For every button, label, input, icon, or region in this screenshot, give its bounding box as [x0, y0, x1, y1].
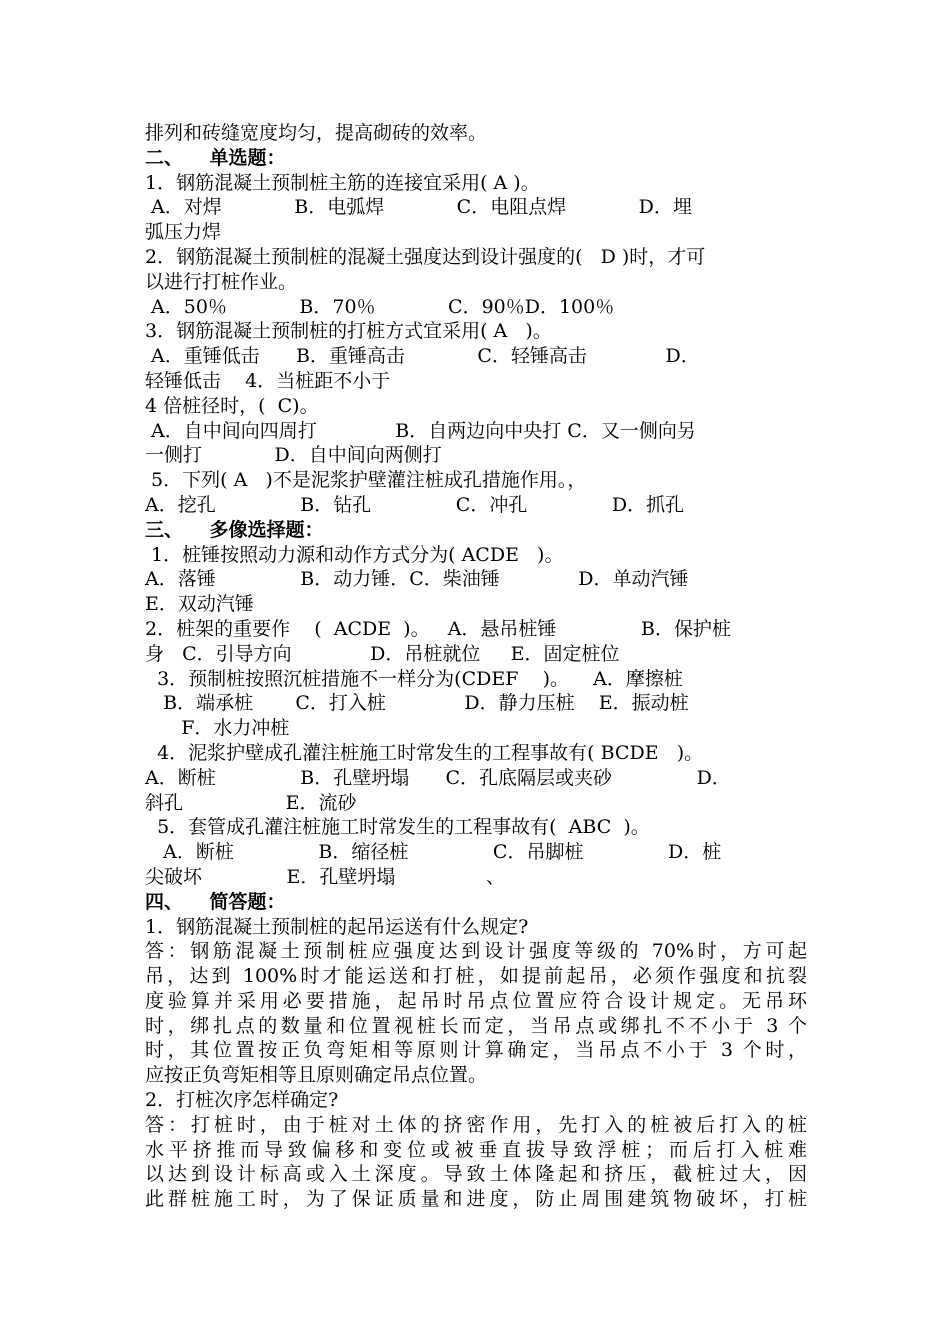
section-heading-multiple-choice: 三、 多像选择题： — [145, 518, 324, 541]
options-line: 斜孔 E．流砂 — [145, 791, 357, 814]
question-line: 以进行打桩作业。 — [145, 270, 298, 293]
question-line: 1．钢筋混凝土预制桩主筋的连接宜采用( A )。 — [145, 171, 540, 194]
question-line: 4．泥浆护壁成孔灌注桩施工时常发生的工程事故有( BCDE )。 — [145, 741, 704, 764]
question-line: 1．桩锤按照动力源和动作方式分为( ACDE )。 — [145, 543, 564, 566]
options-line: A．落锤 B．动力锤．C．柴油锤 D．单动汽锤 — [145, 568, 689, 591]
options-line: 轻锤低击 4．当桩距不小于 — [145, 369, 391, 392]
options-line: A．断桩 B．孔壁坍塌 C．孔底隔层或夹砂 D． — [145, 766, 731, 789]
options-line: A．挖孔 B．钻孔 C．冲孔 D．抓孔 — [145, 493, 685, 516]
options-line: A．重锤低击 B．重锤高击 C．轻锤高击 D． — [145, 345, 700, 368]
options-line: A．50％ B．70％ C．90％D．100％ — [145, 295, 615, 318]
options-line: F．水力冲桩 — [145, 717, 290, 740]
question-line: 1．钢筋混凝土预制桩的起吊运送有什么规定? — [145, 915, 529, 938]
question-line: 5．套管成孔灌注桩施工时常发生的工程事故有( ABC )。 — [145, 816, 650, 839]
options-line: A．断桩 B．缩径桩 C．吊脚桩 D．桩 — [145, 841, 722, 864]
question-line: 4 倍桩径时，( C)。 — [145, 394, 319, 417]
question-line: 2．桩架的重要作 ( ACDE )。 A．悬吊桩锤 B．保护桩 — [145, 617, 731, 640]
answer-line: 时，其位置按正负弯矩相等原则计算确定，当吊点不小于 3 个时， — [145, 1039, 807, 1062]
answer-line: 答：打桩时，由于桩对土体的挤密作用，先打入的桩被后打入的桩 — [145, 1113, 807, 1136]
section-heading-single-choice: 二、 单选题： — [145, 146, 286, 169]
options-line: A．自中间向四周打 B．自两边向中央打 C．又一侧向另 — [145, 419, 696, 442]
answer-line: 水平挤推而导致偏移和变位或被垂直拔导致浮桩；而后打入桩难 — [145, 1138, 807, 1161]
options-line: 尖破坏 E．孔壁坍塌 、 — [145, 865, 506, 888]
answer-line: 以达到设计标高或入土深度。导致土体隆起和挤压，截桩过大，因 — [145, 1163, 807, 1186]
options-line: 弧压力焊 — [145, 221, 222, 244]
text-line: 排列和砖缝宽度均匀，提高砌砖的效率。 — [145, 122, 488, 144]
options-line: 身 C．引导方向 D．吊桩就位 E．固定桩位 — [145, 642, 620, 665]
question-line: 2．钢筋混凝土预制桩的混凝土强度达到设计强度的( D )时，才可 — [145, 245, 706, 268]
options-line: 一侧打 D．自中间向两侧打 — [145, 444, 442, 467]
answer-line: 吊，达到 100%时才能运送和打桩，如提前起吊，必须作强度和抗裂 — [145, 965, 807, 988]
question-line: 3．钢筋混凝土预制桩的打桩方式宜采用( A )。 — [145, 320, 552, 343]
question-line: 5．下列( A )不是泥浆护壁灌注桩成孔措施作用。， — [145, 469, 587, 492]
options-line: B．端承桩 C．打入桩 D．静力压桩 E．振动桩 — [145, 692, 689, 715]
options-line: A．对焊 B．电弧焊 C．电阻点焊 D．埋 — [145, 196, 692, 219]
answer-line: 度验算并采用必要措施，起吊时吊点位置应符合设计规定。无吊环 — [145, 989, 807, 1012]
answer-line: 应按正负弯矩相等且原则确定吊点位置。 — [145, 1064, 488, 1087]
question-line: 2．打桩次序怎样确定? — [145, 1089, 339, 1112]
document-page — [145, 121, 807, 1212]
section-heading-short-answer: 四、 简答题： — [145, 890, 286, 913]
question-line: 3．预制桩按照沉桩措施不一样分为(CDEF )。 A．摩擦桩 — [145, 667, 683, 690]
answer-line: 答：钢筋混凝土预制桩应强度达到设计强度等级的 70%时，方可起 — [145, 940, 807, 963]
answer-line: 此群桩施工时，为了保证质量和进度，防止周围建筑物破坏，打桩 — [145, 1188, 807, 1211]
options-line: E．双动汽锤 — [145, 593, 254, 616]
answer-line: 时，绑扎点的数量和位置视桩长而定，当吊点或绑扎不不小于 3 个 — [145, 1014, 807, 1037]
